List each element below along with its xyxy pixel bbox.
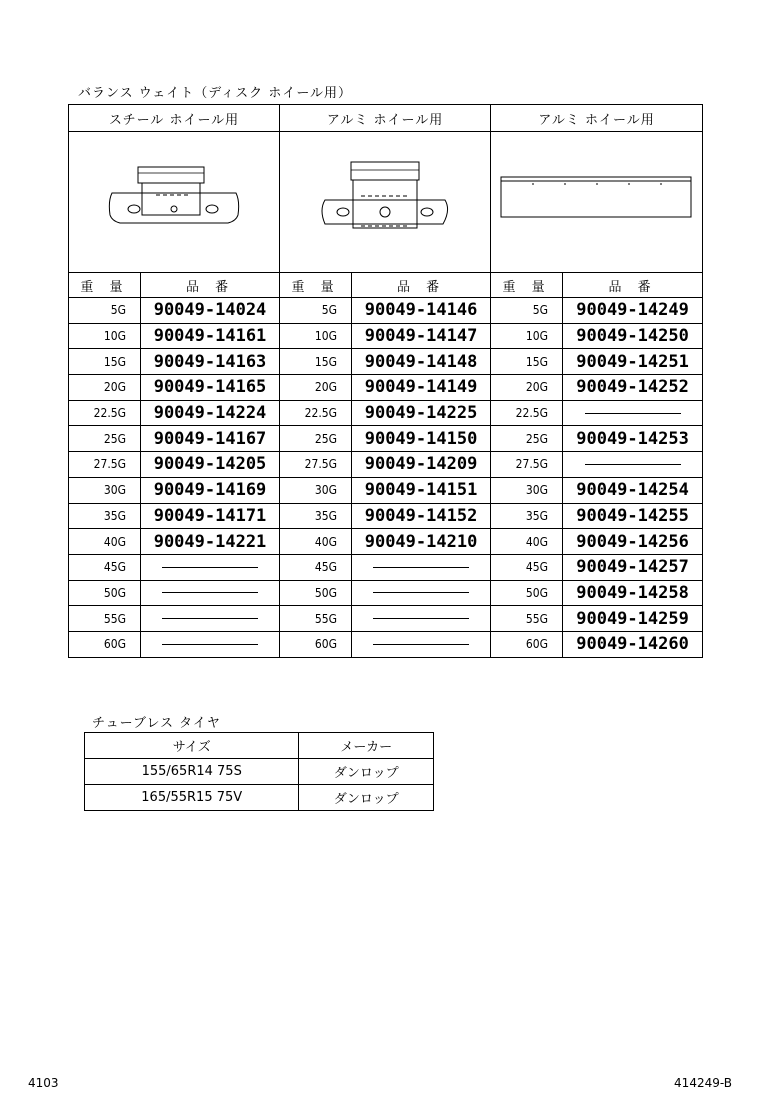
part-number-cell: 90049-14225 bbox=[352, 400, 491, 426]
weight-cell: 30G bbox=[69, 477, 141, 503]
alloy-adhesive-weight-illustration bbox=[491, 132, 703, 273]
weight-cell: 15G bbox=[491, 349, 563, 375]
alloy-clip-weight-illustration bbox=[280, 132, 491, 273]
not-available-dash bbox=[162, 592, 258, 593]
part-number-cell: 90049-14152 bbox=[352, 503, 491, 529]
balance-weight-table bbox=[68, 104, 703, 658]
weight-cell: 10G bbox=[280, 323, 352, 349]
table-row bbox=[69, 503, 703, 529]
part-number-cell bbox=[352, 580, 491, 606]
alloy-clip-weight-drawing bbox=[315, 160, 455, 240]
weight-cell: 27.5G bbox=[491, 452, 563, 478]
part-number-cell: 90049-14254 bbox=[563, 477, 703, 503]
part-number-cell bbox=[352, 606, 491, 632]
table-row bbox=[69, 554, 703, 580]
subheader-part: 品 番 bbox=[563, 273, 703, 298]
part-number-cell bbox=[352, 631, 491, 657]
header-alloy-wheel-clip: アルミ ホイール用 bbox=[280, 105, 491, 132]
not-available-dash bbox=[373, 567, 469, 568]
part-number-cell: 90049-14205 bbox=[141, 452, 280, 478]
table-row bbox=[69, 580, 703, 606]
tire-maker: ダンロップ bbox=[299, 785, 434, 811]
table-row bbox=[69, 349, 703, 375]
weight-cell: 10G bbox=[69, 323, 141, 349]
part-number-cell: 90049-14249 bbox=[563, 298, 703, 324]
weight-cell: 25G bbox=[280, 426, 352, 452]
not-available-dash bbox=[162, 644, 258, 645]
not-available-dash bbox=[585, 464, 681, 465]
part-number-cell: 90049-14256 bbox=[563, 529, 703, 555]
weight-cell: 60G bbox=[491, 631, 563, 657]
part-number-cell: 90049-14149 bbox=[352, 375, 491, 401]
part-number-cell bbox=[141, 606, 280, 632]
part-number-cell bbox=[141, 554, 280, 580]
weight-cell: 5G bbox=[280, 298, 352, 324]
table-row bbox=[69, 375, 703, 401]
weight-cell: 22.5G bbox=[491, 400, 563, 426]
weight-cell: 55G bbox=[69, 606, 141, 632]
weight-cell: 60G bbox=[69, 631, 141, 657]
part-number-cell: 90049-14252 bbox=[563, 375, 703, 401]
part-number-cell bbox=[563, 452, 703, 478]
part-number-cell: 90049-14165 bbox=[141, 375, 280, 401]
part-number-cell bbox=[141, 631, 280, 657]
table-row bbox=[69, 529, 703, 555]
part-number-cell: 90049-14253 bbox=[563, 426, 703, 452]
weight-cell: 5G bbox=[491, 298, 563, 324]
part-number-cell bbox=[352, 554, 491, 580]
subheader-part: 品 番 bbox=[141, 273, 280, 298]
table-row bbox=[69, 452, 703, 478]
part-number-cell: 90049-14224 bbox=[141, 400, 280, 426]
weight-cell: 15G bbox=[280, 349, 352, 375]
weight-cell: 40G bbox=[491, 529, 563, 555]
part-number-cell: 90049-14257 bbox=[563, 554, 703, 580]
part-number-cell: 90049-14259 bbox=[563, 606, 703, 632]
part-number-cell: 90049-14148 bbox=[352, 349, 491, 375]
weight-cell: 27.5G bbox=[69, 452, 141, 478]
table-row bbox=[69, 606, 703, 632]
steel-weight-illustration bbox=[69, 132, 280, 273]
part-number-cell: 90049-14209 bbox=[352, 452, 491, 478]
weight-cell: 55G bbox=[280, 606, 352, 632]
weight-cell: 25G bbox=[69, 426, 141, 452]
part-number-cell: 90049-14161 bbox=[141, 323, 280, 349]
table-row bbox=[69, 477, 703, 503]
part-number-cell: 90049-14147 bbox=[352, 323, 491, 349]
not-available-dash bbox=[162, 618, 258, 619]
weight-cell: 30G bbox=[491, 477, 563, 503]
weight-cell: 30G bbox=[280, 477, 352, 503]
subheader-weight: 重 量 bbox=[69, 273, 141, 298]
tubeless-title: チューブレス タイヤ bbox=[92, 716, 221, 731]
part-number-cell bbox=[141, 580, 280, 606]
weight-cell: 40G bbox=[280, 529, 352, 555]
weight-cell: 22.5G bbox=[280, 400, 352, 426]
not-available-dash bbox=[585, 413, 681, 414]
weight-cell: 25G bbox=[491, 426, 563, 452]
clip-weight-drawing bbox=[104, 165, 244, 235]
header-steel-wheel: スチール ホイール用 bbox=[69, 105, 280, 132]
part-number-cell: 90049-14150 bbox=[352, 426, 491, 452]
part-number-cell: 90049-14146 bbox=[352, 298, 491, 324]
page-title: バランス ウェイト（ディスク ホイール用） bbox=[78, 86, 353, 101]
part-number-cell: 90049-14151 bbox=[352, 477, 491, 503]
subheader-part: 品 番 bbox=[352, 273, 491, 298]
not-available-dash bbox=[373, 592, 469, 593]
weight-cell: 20G bbox=[491, 375, 563, 401]
part-number-cell: 90049-14255 bbox=[563, 503, 703, 529]
weight-cell: 40G bbox=[69, 529, 141, 555]
part-number-cell: 90049-14171 bbox=[141, 503, 280, 529]
adhesive-weight-drawing bbox=[499, 175, 695, 225]
tire-size: 155/65R14 75S bbox=[85, 759, 299, 785]
weight-cell: 15G bbox=[69, 349, 141, 375]
weight-cell: 45G bbox=[491, 554, 563, 580]
tubeless-table bbox=[84, 732, 434, 811]
weight-cell: 50G bbox=[280, 580, 352, 606]
weight-cell: 27.5G bbox=[280, 452, 352, 478]
part-number-cell: 90049-14258 bbox=[563, 580, 703, 606]
part-number-cell: 90049-14260 bbox=[563, 631, 703, 657]
header-alloy-wheel-adhesive: アルミ ホイール用 bbox=[491, 105, 703, 132]
weight-cell: 50G bbox=[69, 580, 141, 606]
weight-cell: 35G bbox=[491, 503, 563, 529]
part-number-cell: 90049-14167 bbox=[141, 426, 280, 452]
weight-cell: 22.5G bbox=[69, 400, 141, 426]
subheader-weight: 重 量 bbox=[491, 273, 563, 298]
weight-cell: 35G bbox=[280, 503, 352, 529]
part-number-cell bbox=[563, 400, 703, 426]
document-code: 414249-B bbox=[674, 1076, 732, 1090]
header-size: サイズ bbox=[85, 733, 299, 759]
weight-cell: 5G bbox=[69, 298, 141, 324]
table-row bbox=[69, 426, 703, 452]
tire-size: 165/55R15 75V bbox=[85, 785, 299, 811]
part-number-cell: 90049-14251 bbox=[563, 349, 703, 375]
part-number-cell: 90049-14221 bbox=[141, 529, 280, 555]
not-available-dash bbox=[373, 618, 469, 619]
weight-rows bbox=[69, 298, 703, 658]
weight-cell: 10G bbox=[491, 323, 563, 349]
weight-cell: 45G bbox=[280, 554, 352, 580]
weight-cell: 20G bbox=[280, 375, 352, 401]
table-row bbox=[69, 323, 703, 349]
tire-maker: ダンロップ bbox=[299, 759, 434, 785]
not-available-dash bbox=[162, 567, 258, 568]
subheader-weight: 重 量 bbox=[280, 273, 352, 298]
part-number-cell: 90049-14210 bbox=[352, 529, 491, 555]
weight-cell: 60G bbox=[280, 631, 352, 657]
weight-cell: 55G bbox=[491, 606, 563, 632]
page-number: 4103 bbox=[28, 1076, 59, 1090]
part-number-cell: 90049-14250 bbox=[563, 323, 703, 349]
weight-cell: 35G bbox=[69, 503, 141, 529]
table-row bbox=[69, 631, 703, 657]
part-number-cell: 90049-14024 bbox=[141, 298, 280, 324]
part-number-cell: 90049-14169 bbox=[141, 477, 280, 503]
weight-cell: 20G bbox=[69, 375, 141, 401]
part-number-cell: 90049-14163 bbox=[141, 349, 280, 375]
weight-cell: 50G bbox=[491, 580, 563, 606]
table-row bbox=[69, 298, 703, 324]
not-available-dash bbox=[373, 644, 469, 645]
table-row bbox=[69, 400, 703, 426]
header-maker: メーカー bbox=[299, 733, 434, 759]
weight-cell: 45G bbox=[69, 554, 141, 580]
